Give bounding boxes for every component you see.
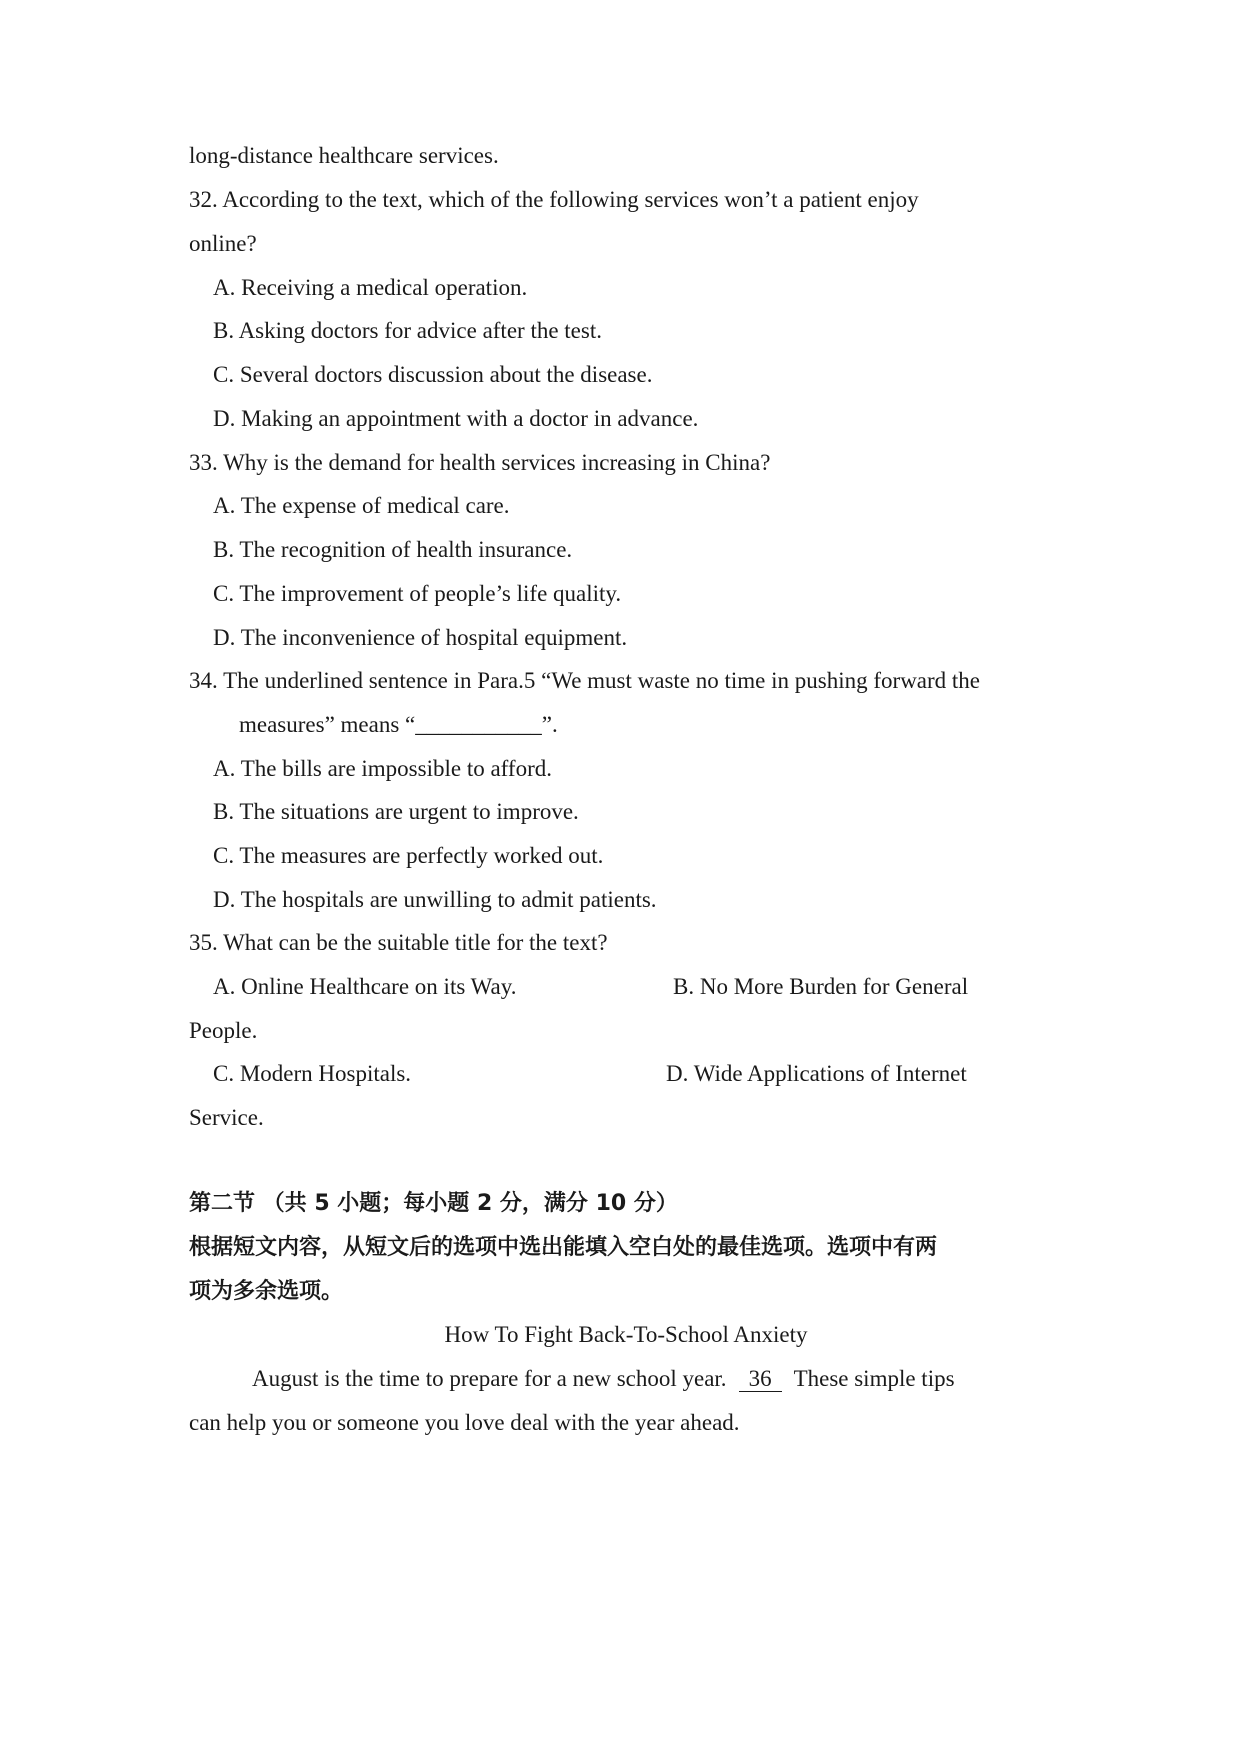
option-35-d-cont: Service.	[189, 1105, 264, 1130]
passage-text-cont: These simple tips	[793, 1366, 955, 1391]
option-35-b-cont: People.	[189, 1018, 258, 1043]
option-32-a: A. Receiving a medical operation.	[213, 275, 528, 300]
passage-line-2: can help you or someone you love deal with the year ahead.	[189, 1410, 740, 1435]
passage-title: How To Fight Back-To-School Anxiety	[444, 1322, 808, 1347]
question-34-text: measures” means “	[239, 712, 416, 737]
blank-36: 36	[739, 1367, 782, 1392]
text-line: long-distance healthcare services.	[189, 143, 499, 168]
question-34-cont	[239, 710, 558, 740]
option-32-b: B. Asking doctors for advice after the test.	[213, 318, 602, 343]
option-35-a: A. Online Healthcare on its Way.	[213, 974, 517, 999]
question-32-cont: online?	[189, 231, 257, 256]
question-35: 35. What can be the suitable title for the text?	[189, 930, 608, 955]
option-32-d: D. Making an appointment with a doctor in advance.	[213, 406, 699, 431]
question-34: 34. The underlined sentence in Para.5 “We must waste no time in pushing forward the	[189, 668, 981, 693]
passage-line	[252, 1364, 955, 1394]
option-35-c: C. Modern Hospitals.	[213, 1061, 412, 1086]
question-33: 33. Why is the demand for health services increasing in China?	[189, 450, 771, 475]
question-32: 32. According to the text, which of the following services won’t a patient enjoy	[189, 187, 919, 212]
option-33-b: B. The recognition of health insurance.	[213, 537, 573, 562]
option-33-a: A. The expense of medical care.	[213, 493, 510, 518]
answer-blank: ___________	[415, 712, 542, 737]
option-34-c: C. The measures are perfectly worked out.	[213, 843, 604, 868]
question-34-end: ”.	[541, 712, 558, 737]
option-35-b: B. No More Burden for General	[673, 974, 969, 999]
option-34-a: A. The bills are impossible to afford.	[213, 756, 552, 781]
option-33-c: C. The improvement of people’s life quality.	[213, 581, 622, 606]
section-2-instructions: 根据短文内容，从短文后的选项中选出能填入空白处的最佳选项。选项中有两	[189, 1235, 938, 1260]
section-2-instructions-cont: 项为多余选项。	[189, 1279, 344, 1304]
option-32-c: C. Several doctors discussion about the disease.	[213, 362, 653, 387]
option-34-b: B. The situations are urgent to improve.	[213, 799, 579, 824]
option-34-d: D. The hospitals are unwilling to admit patients.	[213, 887, 657, 912]
passage-text: August is the time to prepare for a new school year.	[252, 1366, 727, 1391]
option-35-d: D. Wide Applications of Internet	[666, 1061, 967, 1086]
option-33-d: D. The inconvenience of hospital equipment.	[213, 625, 628, 650]
section-2-title: 第二节 （共 5 小题；每小题 2 分，满分 10 分）	[189, 1191, 678, 1216]
